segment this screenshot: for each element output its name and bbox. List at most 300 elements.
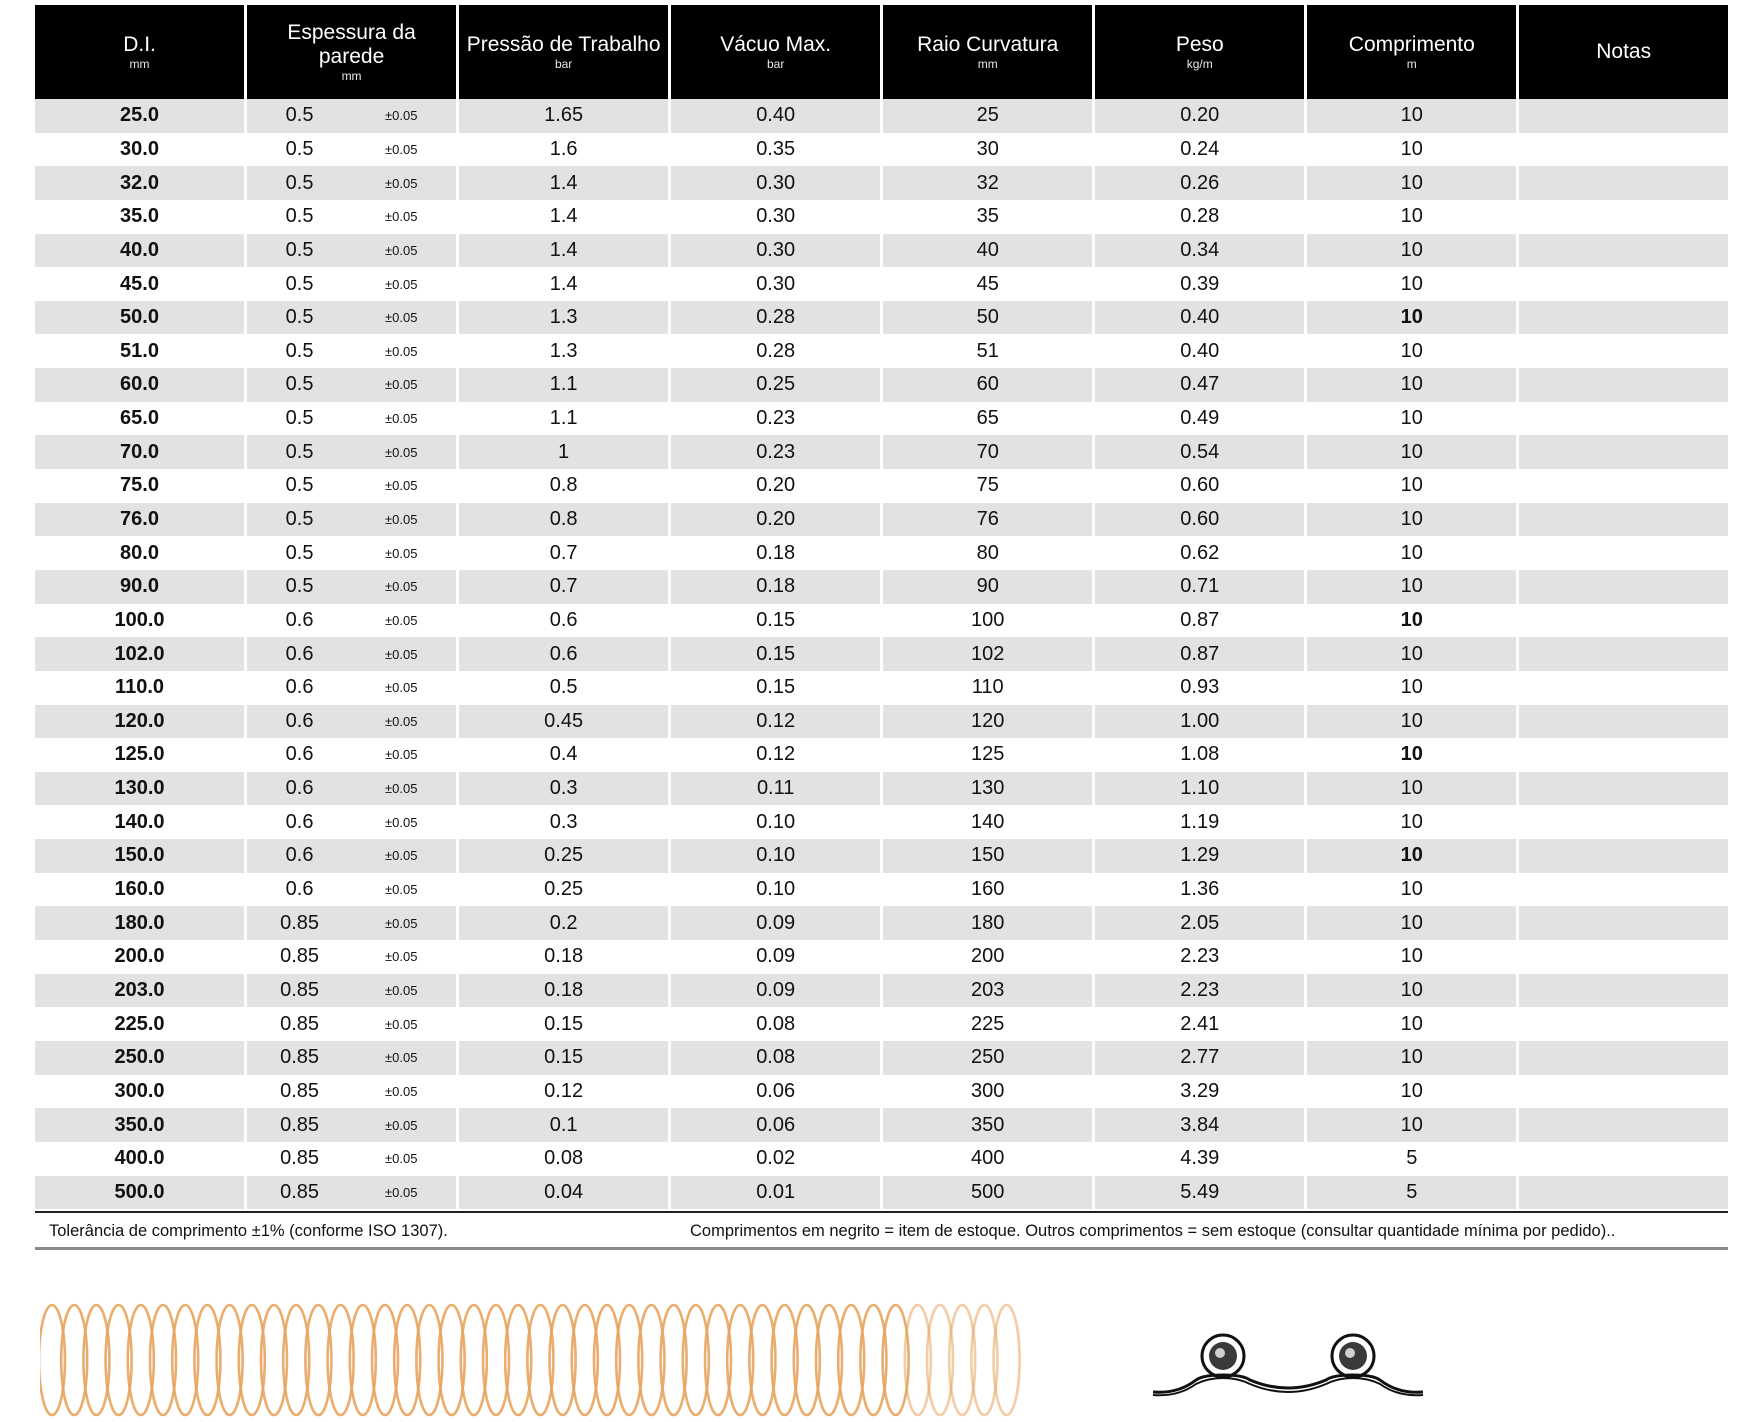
cell-weight: 0.49 — [1095, 402, 1307, 436]
cell-vacuum: 0.11 — [671, 772, 883, 806]
cell-vacuum: 0.09 — [671, 906, 883, 940]
cell-length: 10 — [1307, 99, 1519, 133]
cell-pressure: 0.12 — [459, 1075, 671, 1109]
cell-pressure: 0.04 — [459, 1176, 671, 1210]
cell-wall — [247, 839, 459, 873]
cell-radius: 400 — [883, 1142, 1095, 1176]
cell-weight: 2.23 — [1095, 940, 1307, 974]
cell-length: 10 — [1307, 805, 1519, 839]
cell-pressure: 1.4 — [459, 200, 671, 234]
cell-notes — [1519, 469, 1728, 503]
cell-notes — [1519, 166, 1728, 200]
cell-notes — [1519, 805, 1728, 839]
cell-radius: 180 — [883, 906, 1095, 940]
cell-length: 10 — [1307, 705, 1519, 739]
header-length: Comprimento m — [1307, 5, 1519, 99]
spiral-hose-drawing — [40, 1300, 1120, 1417]
cell-weight: 3.29 — [1095, 1075, 1307, 1109]
wall-tolerance: ±0.05 — [385, 444, 418, 460]
cell-vacuum: 0.15 — [671, 604, 883, 638]
wall-thickness: 0.5 — [285, 238, 314, 261]
cell-pressure: 0.7 — [459, 536, 671, 570]
cell-weight: 0.40 — [1095, 301, 1307, 335]
cell-weight: 0.24 — [1095, 133, 1307, 167]
wall-thickness: 0.85 — [280, 1113, 320, 1136]
cell-notes — [1519, 267, 1728, 301]
table-row — [35, 368, 1728, 402]
wall-thickness: 0.5 — [285, 171, 314, 194]
wall-thickness: 0.6 — [285, 777, 314, 800]
cell-wall — [247, 1176, 459, 1210]
cell-length: 10 — [1307, 368, 1519, 402]
cell-length: 10 — [1307, 1075, 1519, 1109]
wall-tolerance: ±0.05 — [385, 882, 418, 898]
cell-di: 225.0 — [35, 1007, 247, 1041]
wall-tolerance: ±0.05 — [385, 680, 418, 696]
wall-tolerance: ±0.05 — [385, 512, 418, 527]
cell-length: 10 — [1307, 267, 1519, 301]
table-row — [35, 738, 1728, 772]
cell-radius: 130 — [883, 772, 1095, 806]
cell-notes — [1519, 368, 1728, 402]
cell-pressure: 1.65 — [459, 99, 671, 133]
cell-radius: 160 — [883, 873, 1095, 907]
cell-wall — [247, 637, 459, 671]
wall-thickness: 0.6 — [285, 743, 314, 766]
table-row — [35, 536, 1728, 570]
cell-weight: 0.60 — [1095, 503, 1307, 537]
cell-vacuum: 0.20 — [671, 503, 883, 537]
cell-radius: 32 — [883, 166, 1095, 200]
cell-radius: 76 — [883, 503, 1095, 537]
cell-notes — [1519, 402, 1728, 436]
cell-notes — [1519, 503, 1728, 537]
header-row — [35, 5, 1728, 99]
cell-notes — [1519, 1176, 1728, 1210]
cell-vacuum: 0.06 — [671, 1075, 883, 1109]
cell-di: 50.0 — [35, 301, 247, 335]
cell-radius: 500 — [883, 1176, 1095, 1210]
wall-tolerance: ±0.05 — [385, 781, 418, 797]
cell-length: 10 — [1307, 503, 1519, 537]
cell-length: 10 — [1307, 570, 1519, 604]
cell-notes — [1519, 334, 1728, 368]
wall-tolerance: ±0.05 — [385, 814, 418, 830]
cell-vacuum: 0.30 — [671, 234, 883, 268]
cell-wall — [247, 503, 459, 537]
cell-notes — [1519, 1075, 1728, 1109]
cell-weight: 2.05 — [1095, 906, 1307, 940]
cell-length: 10 — [1307, 1108, 1519, 1142]
cell-pressure: 0.1 — [459, 1108, 671, 1142]
table-row — [35, 503, 1728, 537]
cell-length: 10 — [1307, 536, 1519, 570]
cell-radius: 50 — [883, 301, 1095, 335]
cell-vacuum: 0.09 — [671, 940, 883, 974]
cell-weight: 3.84 — [1095, 1108, 1307, 1142]
cell-notes — [1519, 1041, 1728, 1075]
table-row — [35, 873, 1728, 907]
cell-di: 102.0 — [35, 637, 247, 671]
cell-weight: 1.08 — [1095, 738, 1307, 772]
cell-vacuum: 0.01 — [671, 1176, 883, 1210]
cell-pressure: 0.8 — [459, 469, 671, 503]
wall-thickness: 0.6 — [285, 844, 314, 867]
cell-pressure: 0.6 — [459, 604, 671, 638]
cell-vacuum: 0.18 — [671, 536, 883, 570]
wall-thickness: 0.5 — [285, 339, 314, 362]
cell-notes — [1519, 200, 1728, 234]
cell-di: 60.0 — [35, 368, 247, 402]
cell-vacuum: 0.08 — [671, 1041, 883, 1075]
wall-tolerance: ±0.05 — [385, 175, 418, 191]
header-pressure: Pressão de Trabalho bar — [459, 5, 671, 99]
cell-pressure: 0.18 — [459, 974, 671, 1008]
cell-length: 10 — [1307, 772, 1519, 806]
cell-notes — [1519, 1108, 1728, 1142]
cell-weight: 2.77 — [1095, 1041, 1307, 1075]
cell-pressure: 1 — [459, 435, 671, 469]
cell-vacuum: 0.12 — [671, 705, 883, 739]
cell-di: 125.0 — [35, 738, 247, 772]
cell-pressure: 0.08 — [459, 1142, 671, 1176]
table-row — [35, 133, 1728, 167]
wall-thickness: 0.85 — [280, 911, 320, 934]
cell-radius: 350 — [883, 1108, 1095, 1142]
wall-tolerance: ±0.05 — [385, 612, 418, 628]
wall-thickness: 0.6 — [285, 676, 314, 699]
cell-weight: 5.49 — [1095, 1176, 1307, 1210]
table-row — [35, 637, 1728, 671]
cell-vacuum: 0.28 — [671, 334, 883, 368]
wall-tolerance: ±0.05 — [385, 1083, 418, 1099]
wall-thickness: 0.6 — [285, 709, 314, 732]
table-row — [35, 402, 1728, 436]
cell-pressure: 1.1 — [459, 402, 671, 436]
cell-pressure: 0.8 — [459, 503, 671, 537]
cell-radius: 80 — [883, 536, 1095, 570]
table-row — [35, 166, 1728, 200]
cell-wall — [247, 873, 459, 907]
cell-length: 5 — [1307, 1176, 1519, 1210]
cell-length: 10 — [1307, 974, 1519, 1008]
cell-pressure: 1.4 — [459, 267, 671, 301]
cell-pressure: 0.7 — [459, 570, 671, 604]
cell-di: 70.0 — [35, 435, 247, 469]
table-row — [35, 604, 1728, 638]
cell-length: 10 — [1307, 200, 1519, 234]
cell-length: 10 — [1307, 873, 1519, 907]
cell-wall — [247, 200, 459, 234]
cell-wall — [247, 267, 459, 301]
wall-tolerance: ±0.05 — [385, 982, 418, 998]
cell-vacuum: 0.12 — [671, 738, 883, 772]
cell-vacuum: 0.30 — [671, 267, 883, 301]
cell-di: 110.0 — [35, 671, 247, 705]
table-row — [35, 805, 1728, 839]
cell-wall — [247, 234, 459, 268]
cell-length: 10 — [1307, 166, 1519, 200]
wall-tolerance: ±0.05 — [385, 747, 418, 763]
table-row — [35, 334, 1728, 368]
cell-di: 150.0 — [35, 839, 247, 873]
wall-tolerance: ±0.05 — [385, 377, 418, 393]
wall-thickness: 0.5 — [285, 508, 314, 530]
header-notes: Notas — [1519, 5, 1728, 99]
table-row — [35, 1108, 1728, 1142]
cell-radius: 200 — [883, 940, 1095, 974]
wall-thickness: 0.5 — [285, 474, 314, 497]
cell-di: 130.0 — [35, 772, 247, 806]
wall-thickness: 0.85 — [280, 1079, 320, 1102]
cell-radius: 65 — [883, 402, 1095, 436]
table-row — [35, 469, 1728, 503]
cell-wall — [247, 1075, 459, 1109]
cell-pressure: 1.3 — [459, 334, 671, 368]
table-row — [35, 301, 1728, 335]
cell-pressure: 1.6 — [459, 133, 671, 167]
wall-thickness: 0.5 — [285, 575, 314, 598]
cell-vacuum: 0.28 — [671, 301, 883, 335]
cell-di: 32.0 — [35, 166, 247, 200]
cell-notes — [1519, 1142, 1728, 1176]
cell-radius: 102 — [883, 637, 1095, 671]
table-row — [35, 1142, 1728, 1176]
cell-di: 140.0 — [35, 805, 247, 839]
cell-notes — [1519, 974, 1728, 1008]
table-row — [35, 435, 1728, 469]
wall-thickness: 0.6 — [285, 810, 314, 833]
wall-thickness: 0.5 — [285, 407, 314, 430]
wall-tolerance: ±0.05 — [385, 713, 418, 729]
cell-weight: 1.29 — [1095, 839, 1307, 873]
cell-weight: 1.10 — [1095, 772, 1307, 806]
wall-thickness: 0.5 — [285, 137, 314, 160]
wall-tolerance: ±0.05 — [385, 209, 418, 225]
cell-radius: 30 — [883, 133, 1095, 167]
cell-radius: 150 — [883, 839, 1095, 873]
cell-di: 300.0 — [35, 1075, 247, 1109]
cell-di: 25.0 — [35, 99, 247, 133]
cell-radius: 125 — [883, 738, 1095, 772]
wall-tolerance: ±0.05 — [385, 310, 418, 326]
wall-thickness: 0.5 — [285, 104, 314, 127]
table-row — [35, 1041, 1728, 1075]
cell-length: 10 — [1307, 604, 1519, 638]
cell-notes — [1519, 536, 1728, 570]
cell-weight: 0.28 — [1095, 200, 1307, 234]
cell-wall — [247, 301, 459, 335]
cell-wall — [247, 166, 459, 200]
cell-weight: 2.23 — [1095, 974, 1307, 1008]
cell-length: 10 — [1307, 738, 1519, 772]
header-di: D.I. mm — [35, 5, 247, 99]
cell-radius: 25 — [883, 99, 1095, 133]
cell-vacuum: 0.10 — [671, 805, 883, 839]
cell-wall — [247, 133, 459, 167]
cell-di: 203.0 — [35, 974, 247, 1008]
cell-weight: 0.62 — [1095, 536, 1307, 570]
cell-pressure: 1.1 — [459, 368, 671, 402]
cell-pressure: 0.6 — [459, 637, 671, 671]
wall-tolerance: ±0.05 — [385, 579, 418, 595]
cell-di: 100.0 — [35, 604, 247, 638]
wall-thickness: 0.85 — [280, 945, 320, 968]
wall-thickness: 0.6 — [285, 878, 314, 901]
cell-length: 10 — [1307, 435, 1519, 469]
cell-radius: 225 — [883, 1007, 1095, 1041]
cell-vacuum: 0.25 — [671, 368, 883, 402]
cell-weight: 0.34 — [1095, 234, 1307, 268]
cell-notes — [1519, 873, 1728, 907]
table-row — [35, 1075, 1728, 1109]
cell-radius: 140 — [883, 805, 1095, 839]
table-row — [35, 671, 1728, 705]
cell-radius: 45 — [883, 267, 1095, 301]
cell-vacuum: 0.02 — [671, 1142, 883, 1176]
cell-wall — [247, 1142, 459, 1176]
wall-thickness: 0.85 — [280, 1147, 320, 1170]
cell-wall — [247, 906, 459, 940]
wall-thickness: 0.5 — [285, 373, 314, 396]
cell-vacuum: 0.30 — [671, 166, 883, 200]
cell-di: 160.0 — [35, 873, 247, 907]
cell-radius: 100 — [883, 604, 1095, 638]
cell-pressure: 0.18 — [459, 940, 671, 974]
cell-length: 5 — [1307, 1142, 1519, 1176]
cell-wall — [247, 402, 459, 436]
cell-pressure: 1.3 — [459, 301, 671, 335]
cell-wall — [247, 738, 459, 772]
cell-di: 76.0 — [35, 503, 247, 537]
cell-weight: 0.40 — [1095, 334, 1307, 368]
cell-pressure: 0.5 — [459, 671, 671, 705]
cell-wall — [247, 940, 459, 974]
cell-pressure: 0.3 — [459, 772, 671, 806]
cell-pressure: 1.4 — [459, 234, 671, 268]
header-radius: Raio Curvatura mm — [883, 5, 1095, 99]
wall-profile-drawing — [1148, 1320, 1428, 1400]
cell-length: 10 — [1307, 301, 1519, 335]
table-row — [35, 1176, 1728, 1210]
cell-pressure: 0.25 — [459, 839, 671, 873]
cell-di: 400.0 — [35, 1142, 247, 1176]
wall-thickness: 0.5 — [285, 205, 314, 228]
cell-notes — [1519, 705, 1728, 739]
wall-thickness: 0.85 — [280, 1046, 320, 1069]
cell-wall — [247, 334, 459, 368]
wall-thickness: 0.5 — [285, 440, 314, 463]
cell-wall — [247, 1007, 459, 1041]
cell-di: 500.0 — [35, 1176, 247, 1210]
cell-length: 10 — [1307, 940, 1519, 974]
cell-radius: 75 — [883, 469, 1095, 503]
cell-weight: 0.71 — [1095, 570, 1307, 604]
cell-radius: 35 — [883, 200, 1095, 234]
cell-wall — [247, 772, 459, 806]
table-row — [35, 570, 1728, 604]
cell-vacuum: 0.30 — [671, 200, 883, 234]
wall-tolerance: ±0.05 — [385, 478, 418, 494]
cell-radius: 51 — [883, 334, 1095, 368]
header-wall: Espessura da parede mm — [247, 5, 459, 99]
cell-di: 90.0 — [35, 570, 247, 604]
cell-radius: 90 — [883, 570, 1095, 604]
cell-length: 10 — [1307, 1007, 1519, 1041]
cell-weight: 0.60 — [1095, 469, 1307, 503]
cell-di: 65.0 — [35, 402, 247, 436]
wall-thickness: 0.85 — [280, 978, 320, 1001]
wall-tolerance: ±0.05 — [385, 411, 418, 427]
cell-notes — [1519, 738, 1728, 772]
spec-body — [35, 99, 1728, 1209]
cell-wall — [247, 435, 459, 469]
cell-wall — [247, 99, 459, 133]
cell-length: 10 — [1307, 839, 1519, 873]
cell-weight: 0.39 — [1095, 267, 1307, 301]
wall-thickness: 0.5 — [285, 272, 314, 295]
cell-notes — [1519, 906, 1728, 940]
cell-vacuum: 0.23 — [671, 402, 883, 436]
cell-di: 80.0 — [35, 536, 247, 570]
wall-profile-icon — [1148, 1320, 1428, 1400]
cell-radius: 300 — [883, 1075, 1095, 1109]
cell-weight: 1.00 — [1095, 705, 1307, 739]
cell-radius: 120 — [883, 705, 1095, 739]
wall-tolerance: ±0.05 — [385, 343, 418, 359]
cell-notes — [1519, 99, 1728, 133]
cell-di: 200.0 — [35, 940, 247, 974]
cell-length: 10 — [1307, 469, 1519, 503]
table-row — [35, 234, 1728, 268]
wall-tolerance: ±0.05 — [385, 276, 418, 292]
cell-vacuum: 0.18 — [671, 570, 883, 604]
cell-wall — [247, 805, 459, 839]
cell-di: 51.0 — [35, 334, 247, 368]
cell-weight: 0.26 — [1095, 166, 1307, 200]
wall-tolerance: ±0.05 — [385, 949, 418, 965]
cell-vacuum: 0.35 — [671, 133, 883, 167]
cell-weight: 1.19 — [1095, 805, 1307, 839]
cell-notes — [1519, 839, 1728, 873]
cell-vacuum: 0.15 — [671, 637, 883, 671]
cell-wall — [247, 1041, 459, 1075]
wall-tolerance: ±0.05 — [385, 915, 418, 931]
cell-weight: 1.36 — [1095, 873, 1307, 907]
cell-vacuum: 0.15 — [671, 671, 883, 705]
cell-di: 120.0 — [35, 705, 247, 739]
cell-di: 45.0 — [35, 267, 247, 301]
cell-di: 180.0 — [35, 906, 247, 940]
cell-length: 10 — [1307, 402, 1519, 436]
cell-vacuum: 0.20 — [671, 469, 883, 503]
cell-pressure: 0.45 — [459, 705, 671, 739]
wall-tolerance: ±0.05 — [385, 141, 418, 157]
cell-weight: 0.47 — [1095, 368, 1307, 402]
cell-length: 10 — [1307, 637, 1519, 671]
cell-di: 40.0 — [35, 234, 247, 268]
wall-tolerance: ±0.05 — [385, 108, 418, 124]
footnote-bar — [35, 1211, 1728, 1250]
cell-pressure: 0.3 — [459, 805, 671, 839]
cell-notes — [1519, 435, 1728, 469]
wall-thickness: 0.6 — [285, 608, 314, 631]
wall-tolerance: ±0.05 — [385, 1016, 418, 1032]
cell-pressure: 0.4 — [459, 738, 671, 772]
cell-vacuum: 0.08 — [671, 1007, 883, 1041]
cell-wall — [247, 974, 459, 1008]
cell-radius: 203 — [883, 974, 1095, 1008]
